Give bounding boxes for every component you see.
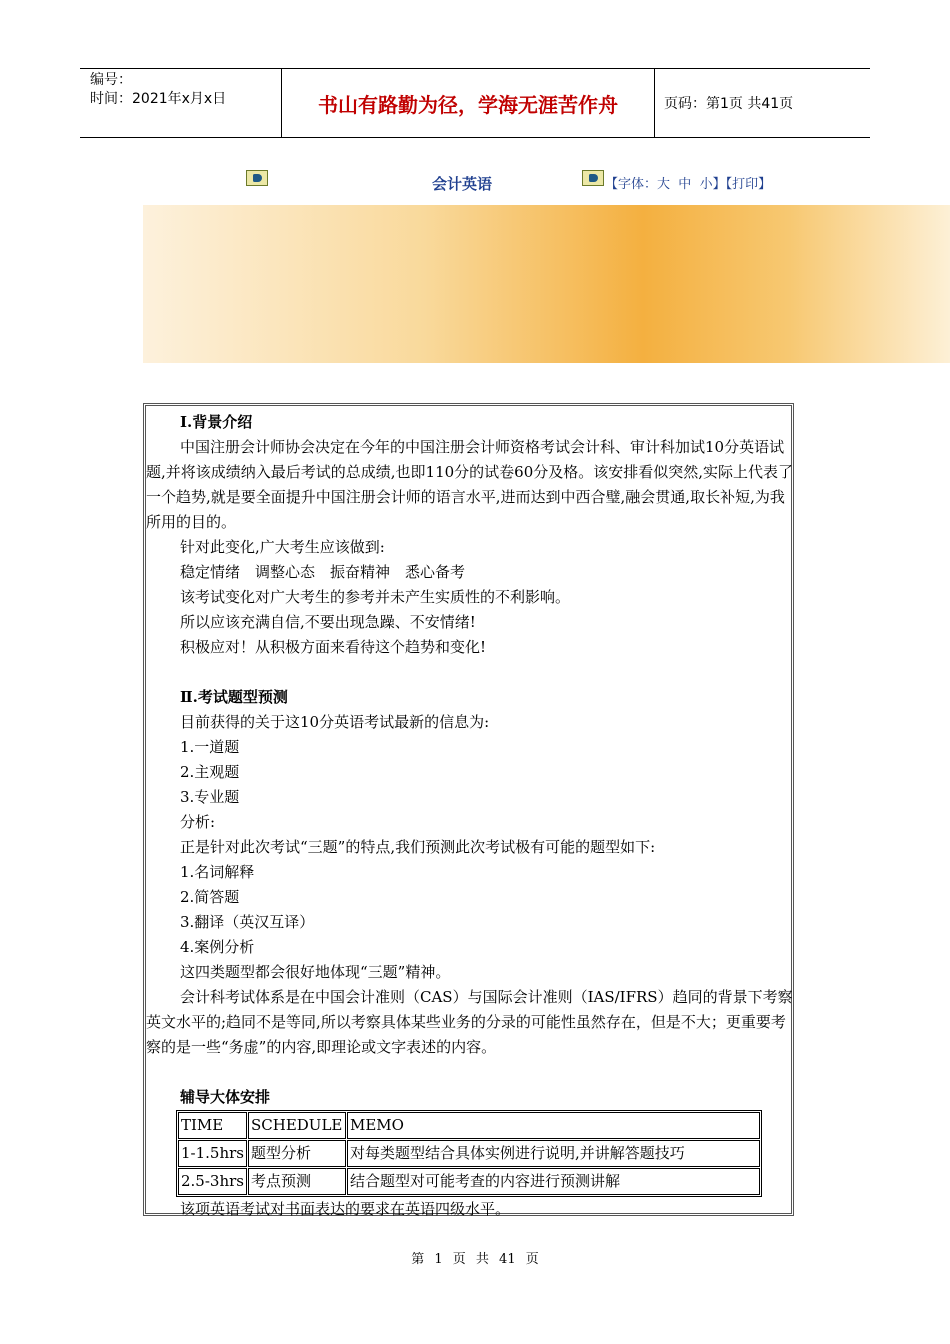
list-item: 1.一道题 xyxy=(180,738,240,756)
font-close-label: 】 xyxy=(712,177,726,192)
banner-image xyxy=(143,205,950,363)
table-header-row xyxy=(178,1112,760,1139)
table-cell: 结合题型对可能考查的内容进行预测讲解 xyxy=(347,1168,760,1195)
section2-intro: 目前获得的关于这10分英语考试最新的信息为: xyxy=(180,713,490,731)
list-item: 1.名词解释 xyxy=(180,863,255,881)
font-medium-link[interactable]: 中 xyxy=(678,177,692,192)
table-row xyxy=(178,1168,760,1195)
article-content-box xyxy=(143,403,794,1216)
section1-line: 积极应对！从积极方面来看待这个趋势和变化! xyxy=(180,638,487,656)
font-size-controls xyxy=(605,173,771,192)
print-link[interactable]: 【打印】 xyxy=(725,177,772,192)
table-row xyxy=(178,1140,760,1167)
schedule-note: 该项英语考试对书面表达的要求在英语四级水平。 xyxy=(180,1200,511,1218)
column-header: MEMO xyxy=(347,1112,760,1139)
table-cell: 考点预测 xyxy=(248,1168,346,1195)
table-cell: 1-1.5hrs xyxy=(178,1140,247,1167)
bookmark-icon[interactable] xyxy=(246,170,268,186)
number-label: 编号： xyxy=(90,72,132,88)
section2-paragraph: 会计科考试体系是在中国会计准则（CAS）与国际会计准则（IAS/IFRS）趋同的背景下考察英文水平的;趋同不是等同,所以考察具体某些业务的分录的可能性虽然存在，但是不大；更重要考察的是一些“务虚”的内容,即理论或文字表述的内容。 xyxy=(146,988,793,1056)
header-motto: 书山有路勤为径，学海无涯苦作舟 xyxy=(281,69,655,137)
section1-line: 稳定情绪 调整心态 振奋精神 悉心备考 xyxy=(180,563,466,581)
font-open-label: 【字体： xyxy=(605,177,658,192)
header-meta xyxy=(80,69,280,137)
article-content xyxy=(146,410,794,1222)
column-header: TIME xyxy=(178,1112,247,1139)
list-item: 2.主观题 xyxy=(180,763,240,781)
font-large-link[interactable]: 大 xyxy=(657,177,671,192)
header-page-info: 页码：第1页 共41页 xyxy=(664,96,794,112)
column-header: SCHEDULE xyxy=(248,1112,346,1139)
schedule-table xyxy=(176,1110,762,1197)
time-label: 时间：2021年x月x日 xyxy=(90,91,227,107)
analysis-label: 分析: xyxy=(180,813,216,831)
document-header xyxy=(80,68,870,138)
section2-summary: 这四类题型都会很好地体现“三题”精神。 xyxy=(180,963,451,981)
list-item: 3.翻译（英汉互译） xyxy=(180,913,315,931)
table-cell: 对每类题型结合具体实例进行说明,并讲解答题技巧 xyxy=(347,1140,760,1167)
analysis-text: 正是针对此次考试“三题”的特点,我们预测此次考试极有可能的题型如下: xyxy=(180,838,656,856)
schedule-heading: 辅导大体安排 xyxy=(180,1088,271,1106)
table-cell: 2.5-3hrs xyxy=(178,1168,247,1195)
section2-heading: Ⅱ.考试题型预测 xyxy=(180,688,288,706)
section1-paragraph: 中国注册会计师协会决定在今年的中国注册会计师资格考试会计科、审计科加试10分英语试题,并将该成绩纳入最后考试的总成绩,也即110分的试卷60分及格。该安排看似突然,实际上代表了一个趋势,就是要全面提升中国注册会计师的语言水平,进而达到中西合璧,融会贯通,取长补短,为我所用的目的。 xyxy=(146,438,794,531)
list-item: 4.案例分析 xyxy=(180,938,255,956)
font-small-link[interactable]: 小 xyxy=(699,177,713,192)
page-footer: 第 1 页 共 41 页 xyxy=(411,1252,539,1267)
section1-line: 所以应该充满自信,不要出现急躁、不安情绪! xyxy=(180,613,476,631)
section1-heading: Ⅰ.背景介绍 xyxy=(180,413,253,431)
article-title: 会计英语 xyxy=(432,175,493,193)
list-item: 3.专业题 xyxy=(180,788,240,806)
section1-line: 针对此变化,广大考生应该做到: xyxy=(180,538,385,556)
table-cell: 题型分析 xyxy=(248,1140,346,1167)
bookmark-icon-2[interactable] xyxy=(582,170,604,186)
section1-line: 该考试变化对广大考生的参考并未产生实质性的不利影响。 xyxy=(180,588,571,606)
list-item: 2.简答题 xyxy=(180,888,240,906)
